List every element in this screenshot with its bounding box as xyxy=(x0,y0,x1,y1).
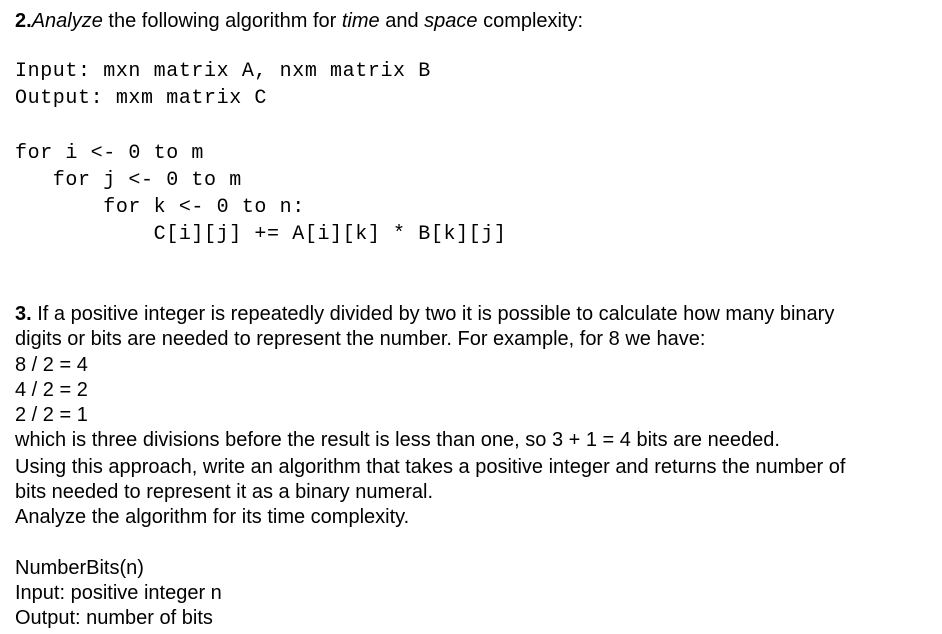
q3-number: 3. xyxy=(15,303,32,325)
q3-text-1: If a positive integer is repeatedly divided by two it is possible to calculate how many binary xyxy=(31,303,835,325)
code-body: C[i][j] += A[i][k] * B[k][j] xyxy=(15,223,507,246)
code-loop-k: for k <- 0 to n: xyxy=(15,196,305,219)
q2-prompt xyxy=(15,11,583,31)
q3-input: Input: positive integer n xyxy=(15,582,222,604)
q2-text-3: complexity: xyxy=(477,10,584,32)
code-output-line: Output: mxm matrix C xyxy=(15,87,268,110)
q3-example-2: 4 / 2 = 2 xyxy=(15,379,88,401)
q2-number: 2. xyxy=(15,10,32,32)
q3-line-2: digits or bits are needed to represent the number. For example, for 8 we have: xyxy=(15,328,706,350)
q3-signature: NumberBits(n) xyxy=(15,557,144,579)
q3-output: Output: number of bits xyxy=(15,607,213,629)
code-loop-i: for i <- 0 to m xyxy=(15,142,205,165)
q2-word-time: time xyxy=(341,10,380,32)
q2-text-2: and xyxy=(379,10,425,32)
code-input-line: Input: mxn matrix A, nxm matrix B xyxy=(15,60,431,83)
q3-line-8: bits needed to represent it as a binary numeral. xyxy=(15,481,434,503)
q2-word-space: space xyxy=(424,10,478,32)
q3-line-7: Using this approach, write an algorithm that takes a positive integer and returns the number of xyxy=(15,456,846,478)
q3-example-1: 8 / 2 = 4 xyxy=(15,354,88,376)
code-loop-j: for j <- 0 to m xyxy=(15,169,242,192)
q3-line-1 xyxy=(15,304,834,324)
q3-example-3: 2 / 2 = 1 xyxy=(15,404,88,426)
q3-line-6: which is three divisions before the result is less than one, so 3 + 1 = 4 bits are needed. xyxy=(15,429,780,451)
q3-line-9: Analyze the algorithm for its time complexity. xyxy=(15,506,410,528)
q2-text-1: the following algorithm for xyxy=(102,10,342,32)
q2-word-analyze: Analyze xyxy=(31,10,103,32)
